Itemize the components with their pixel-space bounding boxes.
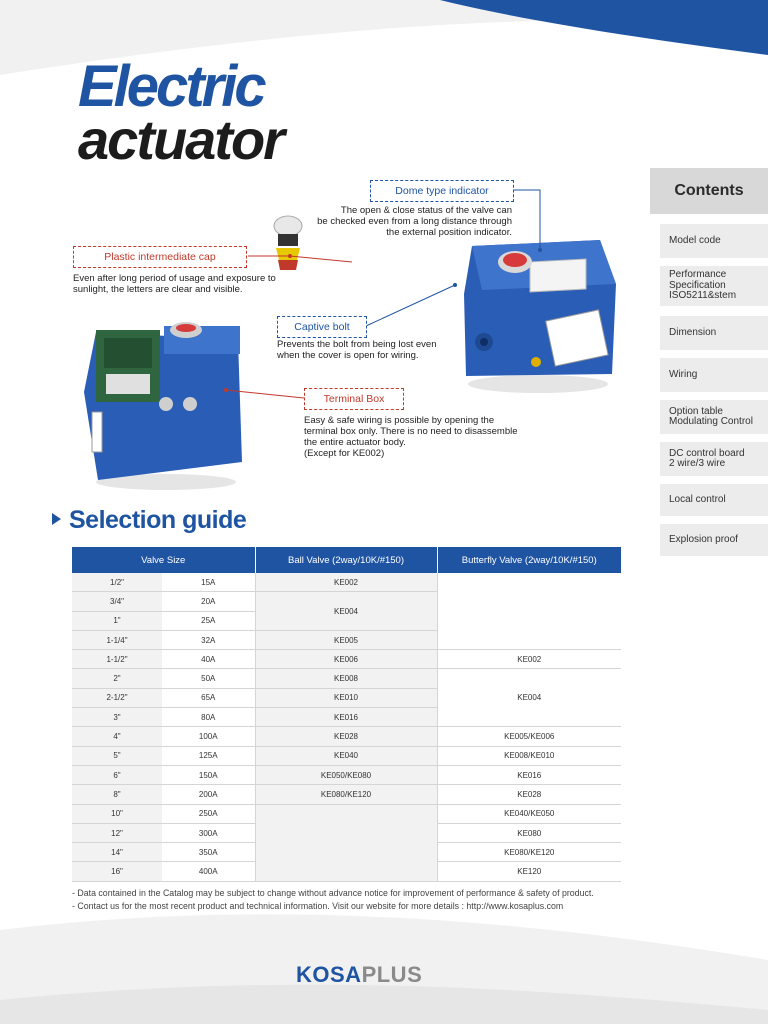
size-inch: 10" bbox=[72, 804, 162, 823]
ball-model: KE008 bbox=[255, 669, 437, 688]
butterfly-model: KE080 bbox=[437, 823, 621, 842]
size-mm: 300A bbox=[162, 823, 255, 842]
butterfly-model: KE004 bbox=[437, 669, 621, 727]
footnote-2: - Contact us for the most recent product and technical information. Visit our website for more details : http://www.kosaplus.com bbox=[72, 901, 564, 911]
header-valve-size: Valve Size bbox=[72, 547, 255, 573]
size-inch: 6" bbox=[72, 765, 162, 784]
size-mm: 20A bbox=[162, 592, 255, 611]
dome-indicator-callout: Dome type indicator bbox=[370, 180, 514, 202]
size-inch: 4" bbox=[72, 727, 162, 746]
ball-model: KE004 bbox=[255, 592, 437, 631]
footnotes bbox=[72, 887, 594, 913]
size-mm: 150A bbox=[162, 765, 255, 784]
ball-model: KE040 bbox=[255, 746, 437, 765]
captive-bolt-callout: Captive bolt bbox=[277, 316, 367, 338]
page-title-line1: Electric bbox=[78, 54, 264, 119]
selection-guide-title-text: Selection guide bbox=[69, 506, 247, 534]
butterfly-model: KE002 bbox=[437, 650, 621, 669]
sidebar-item-dc-control-board[interactable]: DC control board 2 wire/3 wire bbox=[660, 442, 768, 476]
ball-model: KE016 bbox=[255, 708, 437, 727]
size-mm: 250A bbox=[162, 804, 255, 823]
size-inch: 2" bbox=[72, 669, 162, 688]
selection-guide-table bbox=[72, 547, 621, 882]
size-inch: 1-1/2" bbox=[72, 650, 162, 669]
size-mm: 40A bbox=[162, 650, 255, 669]
table-row bbox=[72, 804, 621, 823]
size-inch: 8" bbox=[72, 785, 162, 804]
size-mm: 350A bbox=[162, 843, 255, 862]
terminal-box-desc: Easy & safe wiring is possible by opening the terminal box only. There is no need to disassemble the entire actuator body. (Except for KE002) bbox=[304, 415, 518, 459]
table-row bbox=[72, 573, 621, 592]
plastic-cap-callout: Plastic intermediate cap bbox=[73, 246, 247, 268]
ball-model: KE080/KE120 bbox=[255, 785, 437, 804]
table-header-row bbox=[72, 547, 621, 573]
logo-plus: PLUS bbox=[361, 962, 423, 987]
butterfly-model: KE028 bbox=[437, 785, 621, 804]
size-mm: 65A bbox=[162, 688, 255, 707]
size-inch: 3" bbox=[72, 708, 162, 727]
sidebar-item-model-code[interactable]: Model code bbox=[660, 224, 768, 258]
header-ball-valve: Ball Valve (2way/10K/#150) bbox=[255, 547, 437, 573]
page-title-line2: actuator bbox=[78, 108, 283, 171]
size-mm: 125A bbox=[162, 746, 255, 765]
sidebar-item-dimension[interactable]: Dimension bbox=[660, 316, 768, 350]
ball-model: KE050/KE080 bbox=[255, 765, 437, 784]
butterfly-model: KE040/KE050 bbox=[437, 804, 621, 823]
sidebar-item-wiring[interactable]: Wiring bbox=[660, 358, 768, 392]
plastic-cap-desc: Even after long period of usage and exposure to sunlight, the letters are clear and visible. bbox=[73, 273, 276, 295]
sidebar-item-performance[interactable]: Performance Specification ISO5211&stem bbox=[660, 266, 768, 306]
ball-model: KE002 bbox=[255, 573, 437, 592]
butterfly-model: KE008/KE010 bbox=[437, 746, 621, 765]
table-row bbox=[72, 765, 621, 784]
sidebar-item-explosion-proof[interactable]: Explosion proof bbox=[660, 524, 768, 556]
sidebar-item-option-table[interactable]: Option table Modulating Control bbox=[660, 400, 768, 434]
size-inch: 16" bbox=[72, 862, 162, 881]
size-mm: 200A bbox=[162, 785, 255, 804]
size-mm: 80A bbox=[162, 708, 255, 727]
size-mm: 100A bbox=[162, 727, 255, 746]
ball-model: KE010 bbox=[255, 688, 437, 707]
sidebar-item-local-control[interactable]: Local control bbox=[660, 484, 768, 516]
dome-indicator-desc: The open & close status of the valve can be checked even from a long distance through the external position indicator. bbox=[317, 205, 512, 238]
size-inch: 3/4" bbox=[72, 592, 162, 611]
size-inch: 14" bbox=[72, 843, 162, 862]
header-butterfly-valve: Butterfly Valve (2way/10K/#150) bbox=[437, 547, 621, 573]
size-inch: 1-1/4" bbox=[72, 630, 162, 649]
logo-kosa: KOSA bbox=[296, 962, 362, 987]
butterfly-model: KE080/KE120 bbox=[437, 843, 621, 862]
ball-model: KE006 bbox=[255, 650, 437, 669]
table-row bbox=[72, 785, 621, 804]
table-row bbox=[72, 727, 621, 746]
terminal-box-callout: Terminal Box bbox=[304, 388, 404, 410]
size-mm: 32A bbox=[162, 630, 255, 649]
triangle-bullet-icon bbox=[52, 513, 61, 525]
size-mm: 50A bbox=[162, 669, 255, 688]
size-inch: 1" bbox=[72, 611, 162, 630]
size-mm: 400A bbox=[162, 862, 255, 881]
table-row bbox=[72, 669, 621, 688]
ball-model-empty bbox=[255, 804, 437, 881]
selection-guide-title bbox=[52, 506, 246, 535]
size-inch: 2-1/2" bbox=[72, 688, 162, 707]
size-inch: 5" bbox=[72, 746, 162, 765]
contents-heading: Contents bbox=[650, 168, 768, 214]
size-mm: 15A bbox=[162, 573, 255, 592]
butterfly-model: KE120 bbox=[437, 862, 621, 881]
butterfly-model-empty bbox=[437, 573, 621, 650]
kosaplus-logo bbox=[296, 962, 422, 988]
ball-model: KE028 bbox=[255, 727, 437, 746]
table-row bbox=[72, 650, 621, 669]
captive-bolt-desc: Prevents the bolt from being lost even when the cover is open for wiring. bbox=[277, 339, 437, 361]
butterfly-model: KE005/KE006 bbox=[437, 727, 621, 746]
table-row bbox=[72, 746, 621, 765]
ball-model: KE005 bbox=[255, 630, 437, 649]
butterfly-model: KE016 bbox=[437, 765, 621, 784]
footnote-1: - Data contained in the Catalog may be subject to change without advance notice for improvement of performance & safety of product. bbox=[72, 888, 594, 898]
size-inch: 1/2" bbox=[72, 573, 162, 592]
size-inch: 12" bbox=[72, 823, 162, 842]
size-mm: 25A bbox=[162, 611, 255, 630]
